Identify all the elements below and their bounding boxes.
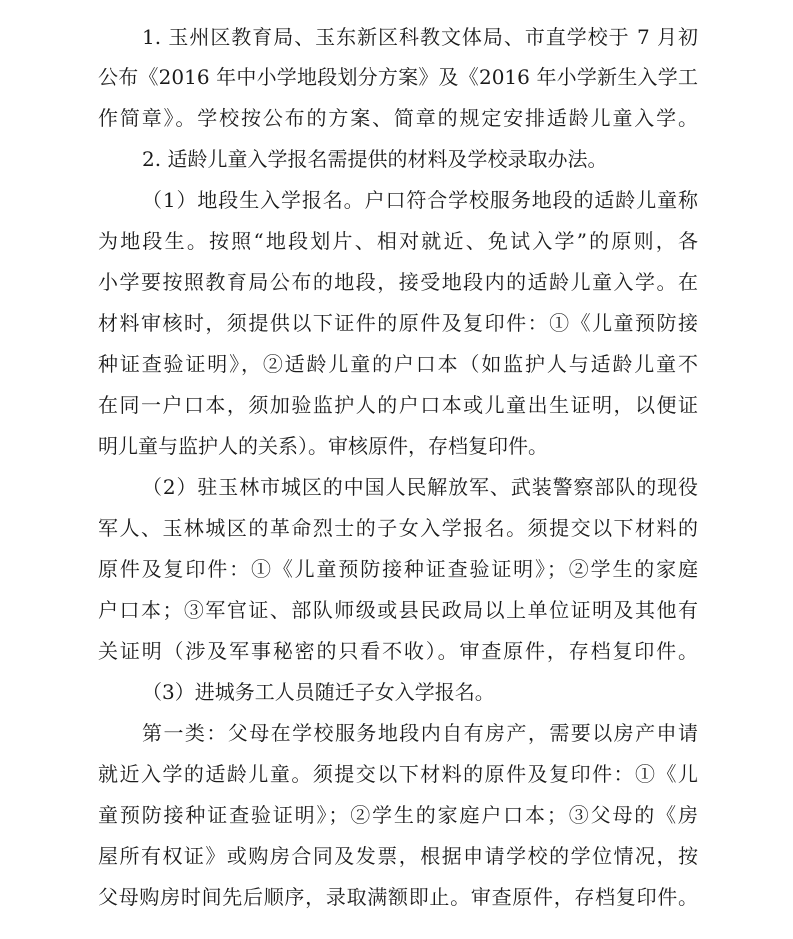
text-line: 童预防接种证查验证明》；②学生的家庭户口本；③父母的《房 [98,803,698,827]
text-line: 在同一户口本，须加验监护人的户口本或儿童出生证明，以便证 [98,393,698,417]
text-line: 原件及复印件：①《儿童预防接种证查验证明》；②学生的家庭 [98,557,698,581]
text-line: 为地段生。按照“地段划片、相对就近、免试入学”的原则，各 [98,229,698,253]
text-line: 父母购房时间先后顺序，录取满额即止。审查原件，存档复印件。 [98,885,698,909]
text-line: 材料审核时，须提供以下证件的原件及复印件：①《儿童预防接 [98,311,698,335]
text-line: 1. 玉州区教育局、玉东新区科教文体局、市直学校于 7 月初 [142,25,698,49]
text-line: 关证明（涉及军事秘密的只看不收）。审查原件，存档复印件。 [98,639,698,663]
text-line: 户口本；③军官证、部队师级或县民政局以上单位证明及其他有 [98,598,698,622]
text-line: 军人、玉林城区的革命烈士的子女入学报名。须提交以下材料的 [98,516,698,540]
text-line: 公布《2016 年中小学地段划分方案》及《2016 年小学新生入学工 [98,65,698,89]
text-line: 种证查验证明》，②适龄儿童的户口本（如监护人与适龄儿童不 [98,352,698,376]
text-line: 明儿童与监护人的关系）。审核原件，存档复印件。 [98,434,548,458]
text-line: （1）地段生入学报名。户口符合学校服务地段的适龄儿童称 [142,188,698,212]
text-line: （3）进城务工人员随迁子女入学报名。 [142,680,495,704]
text-line: 作简章》。学校按公布的方案、简章的规定安排适龄儿童入学。 [98,106,698,130]
text-line: 屋所有权证》或购房合同及发票，根据申请学校的学位情况，按 [98,844,698,868]
text-line: （2）驻玉林市城区的中国人民解放军、武装警察部队的现役 [142,475,698,499]
text-line: 第一类：父母在学校服务地段内自有房产，需要以房产申请 [142,721,698,745]
text-line: 小学要按照教育局公布的地段，接受地段内的适龄儿童入学。在 [98,270,698,294]
text-line: 2. 适龄儿童入学报名需提供的材料及学校录取办法。 [142,147,608,171]
text-line: 就近入学的适龄儿童。须提交以下材料的原件及复印件：①《儿 [98,762,698,786]
